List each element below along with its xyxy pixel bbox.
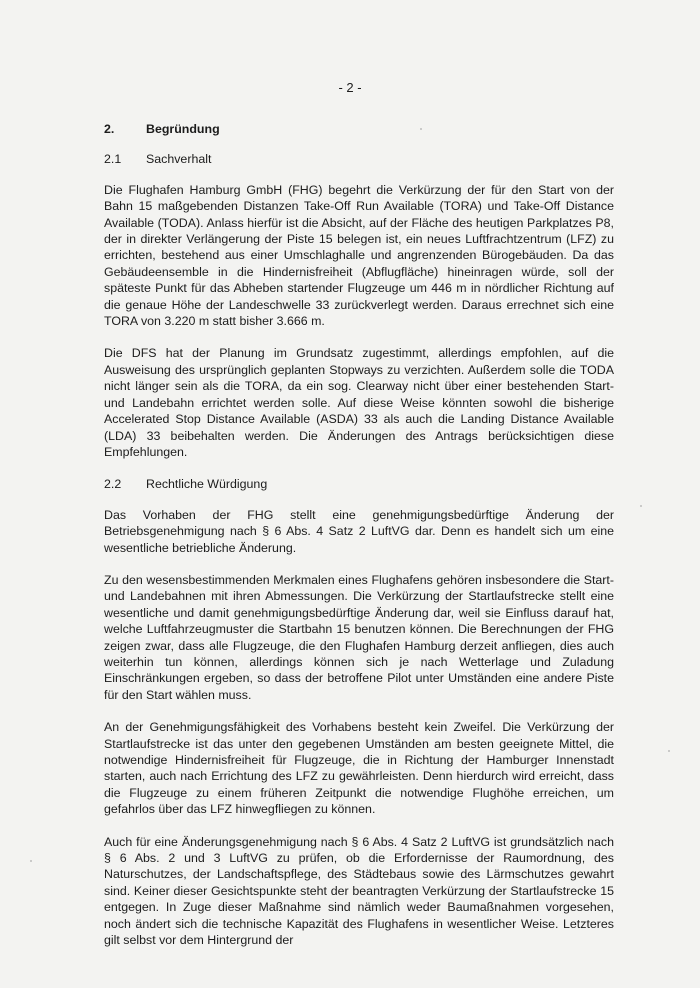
subsection-number: 2.1 xyxy=(104,152,122,167)
subsection-number: 2.2 xyxy=(104,477,122,492)
scan-speck xyxy=(30,860,32,862)
paragraph: Auch für eine Änderungsgenehmigung nach § 6 Abs. 4 Satz 2 LuftVG ist grundsätzlich nach § 6 Abs. 2 und 3 LuftVG zu prüfen, ob die Erfordernisse der Raumordnung, des Naturschutzes, der Landschaftspflege, des Städtebaus sowie des Lärmschutzes gewahrt sind. Keiner dieser Gesichtspunkte steht der beantragten Verkürzung der Startlaufstrecke 15 entgegen. In Zuge dieser Maßnahme sind nämlich weder Baumaßnahmen vorgesehen, noch ändert sich die technische Kapazität des Flughafens in wesentlicher Weise. Letzteres gilt selbst vor dem Hintergrund der xyxy=(104,834,614,948)
paragraph: An der Genehmigungsfähigkeit des Vorhabens besteht kein Zweifel. Die Verkürzung der Startlaufstrecke ist das unter den gegebenen Umständen am besten geeignete Mittel, die notwendige Hindernisfreiheit für Flugzeuge, die in Richtung der Hamburger Innenstadt starten, auch nach Errichtung des LFZ zu gewährleisten. Denn hierdurch wird erreicht, dass die Flugzeuge zu einem früheren Zeitpunkt die notwendige Flughöhe erreichen, um gefahrlos über das LFZ hinwegfliegen zu können. xyxy=(104,720,614,817)
section-title: Begründung xyxy=(146,122,220,136)
scan-speck xyxy=(640,505,642,507)
paragraph: Zu den wesensbestimmenden Merkmalen eines Flughafens gehören insbesondere die Start- und Landebahnen mit ihren Abmessungen. Die Verkürzung der Startlaufstrecke stellt eine wesentliche und damit genehmigungsbedürftige Änderung dar, weil sie Einfluss darauf hat, welche Luftfahrzeugmuster die Startbahn 15 benutzen können. Die Berechnungen der FHG zeigen zwar, dass alle Flugzeuge, die den Flughafen Hamburg derzeit anfliegen, dies auch weiterhin tun können, allerdings können sich je nach Wetterlage und Zuladung Einschränkungen ergeben, so dass der betroffene Pilot unter Umständen eine andere Piste für den Start wählen muss. xyxy=(104,572,614,702)
subsection-title: Rechtliche Würdigung xyxy=(146,477,268,492)
paragraph: Das Vorhaben der FHG stellt eine genehmigungsbedürftige Änderung der Betriebsgenehmigung nach § 6 Abs. 4 Satz 2 LuftVG dar. Denn es handelt sich um eine wesentliche betriebliche Änderung. xyxy=(104,507,614,555)
section-heading xyxy=(104,121,614,137)
section-number: 2. xyxy=(104,122,115,136)
document-body xyxy=(104,121,614,964)
scan-speck xyxy=(668,750,670,752)
subsection-heading-sachverhalt xyxy=(104,151,614,167)
subsection-heading-rechtliche-wuerdigung xyxy=(104,476,614,492)
subsection-title: Sachverhalt xyxy=(146,152,212,167)
paragraph: Die Flughafen Hamburg GmbH (FHG) begehrt die Verkürzung der für den Start von der Bahn 15 maßgebenden Distanzen Take-Off Run Available (TORA) und Take-Off Distance Available (TODA). Anlass hierfür ist die Absicht, auf der Fläche des heutigen Parkplatzes P8, der in direkter Verlängerung der Piste 15 belegen ist, ein neues Luftfrachtzentrum (LFZ) zu errichten, bestehend aus einer Umschlaghalle und angrenzenden Bürogebäuden. Da das Gebäudeensemble in die Hindernisfreiheit (Abflugfläche) hineinragen würde, soll der späteste Punkt für das Abheben startender Flugzeuge um 446 m in nördlicher Richtung auf die genaue Höhe der Landeschwelle 33 zurückverlegt werden. Daraus errechnet sich eine TORA von 3.220 m statt bisher 3.666 m. xyxy=(104,182,614,329)
page-number: - 2 - xyxy=(338,80,362,95)
paragraph: Die DFS hat der Planung im Grundsatz zugestimmt, allerdings empfohlen, auf die Ausweisung des ursprünglich geplanten Stopways zu verzichten. Außerdem solle die TODA nicht länger sein als die TORA, da ein sog. Clearway nicht über einer bestehenden Start- und Landebahn errichtet werden solle. Auf diese Weise könnten sowohl die bisherige Accelerated Stop Distance Available (ASDA) 33 als auch die Landing Distance Available (LDA) 33 beibehalten werden. Die Änderungen des Antrags berücksichtigen diese Empfehlungen. xyxy=(104,346,614,459)
scan-speck xyxy=(420,128,422,130)
